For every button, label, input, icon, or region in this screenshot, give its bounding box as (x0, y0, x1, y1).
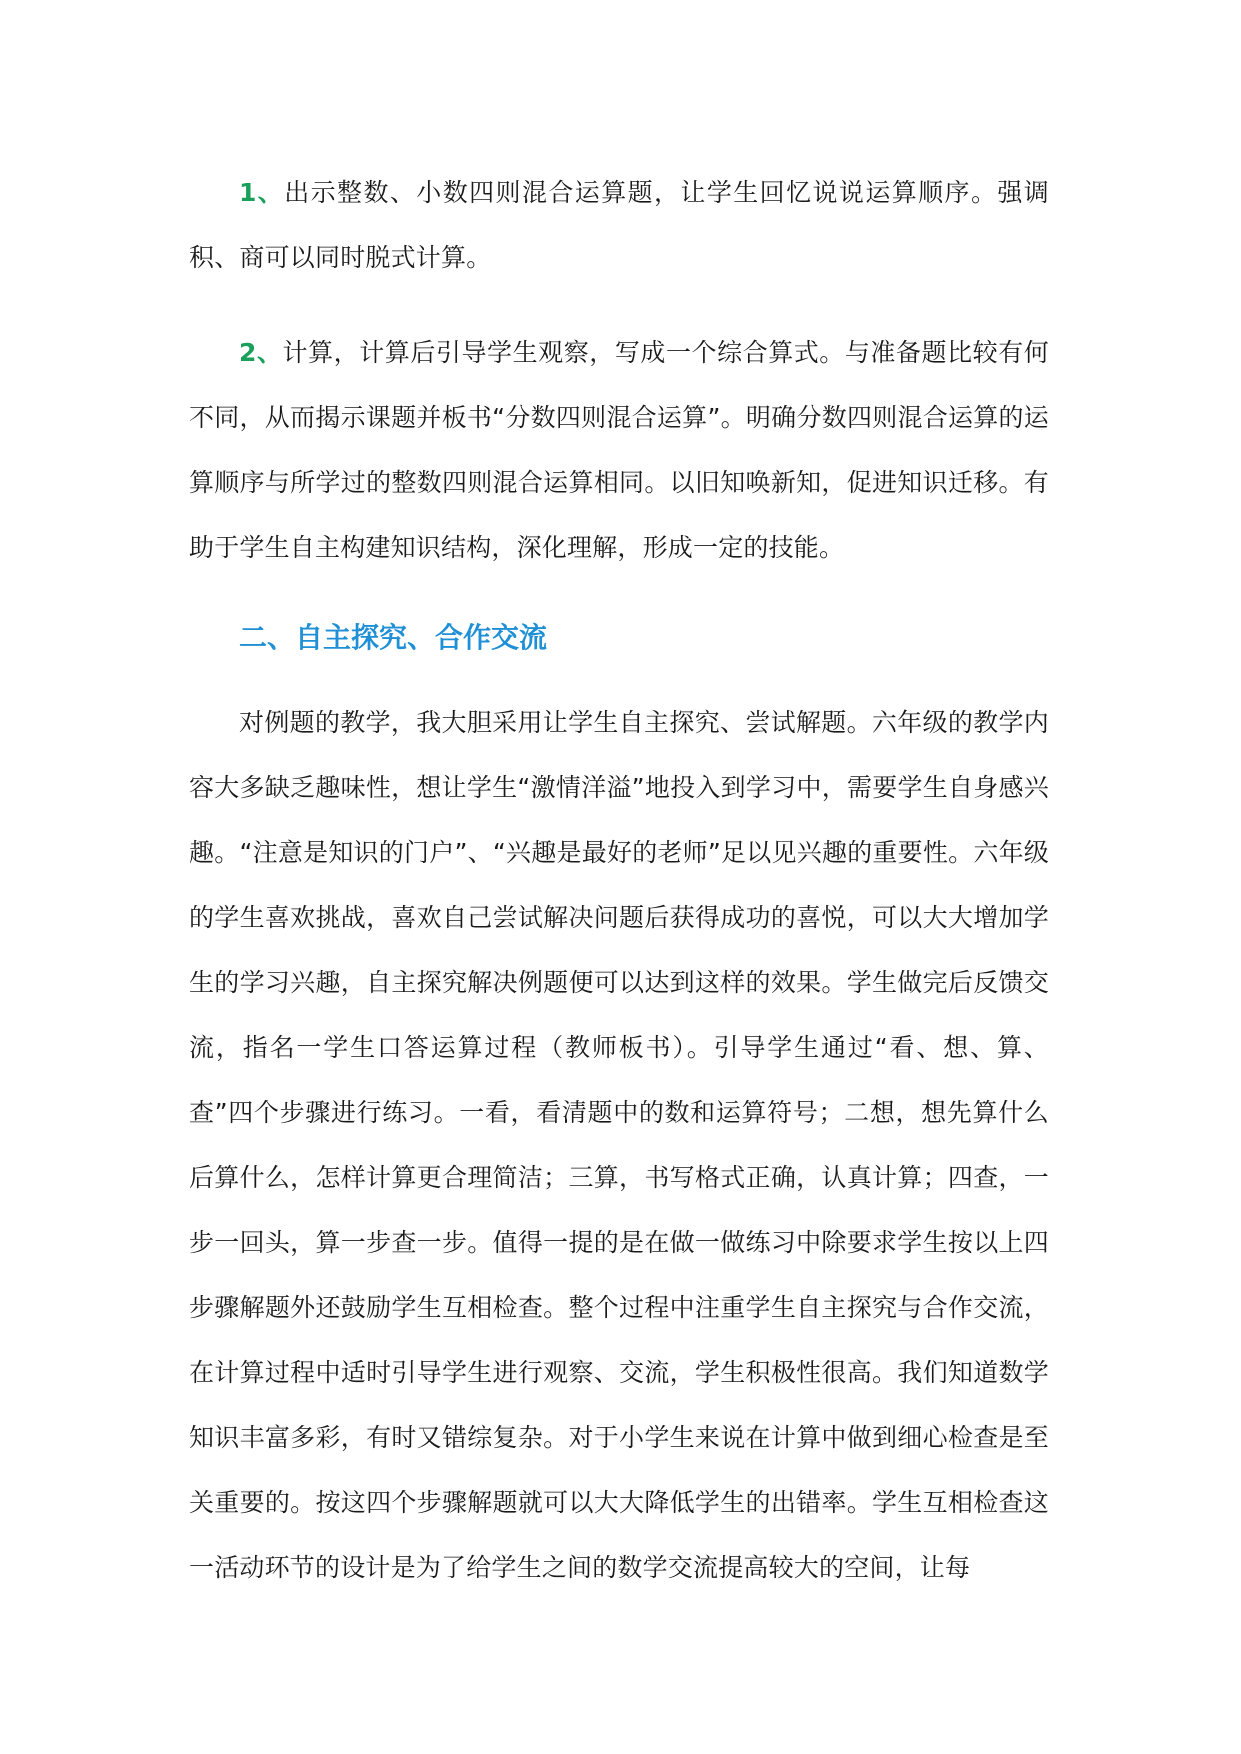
body-paragraph: 对例题的教学，我大胆采用让学生自主探究、尝试解题。六年级的教学内容大多缺乏趣味性，想让学生“激情洋溢”地投入到学习中，需要学生自身感兴趣。“注意是知识的门户”、“兴趣是最好的老师”足以见兴趣的重要性。六年级的学生喜欢挑战，喜欢自己尝试解决问题后获得成功的喜悦，可以大大增加学生的学习兴趣，自主探究解决例题便可以达到这样的效果。学生做完后反馈交流，指名一学生口答运算过程（教师板书）。引导学生通过“看、想、算、查”四个步骤进行练习。一看，看清题中的数和运算符号；二想，想先算什么后算什么，怎样计算更合理简洁；三算，书写格式正确，认真计算；四查，一步一回头，算一步查一步。值得一提的是在做一做练习中除要求学生按以上四步骤解题外还鼓励学生互相检查。整个过程中注重学生自主探究与合作交流，在计算过程中适时引导学生进行观察、交流，学生积极性很高。我们知道数学知识丰富多彩，有时又错综复杂。对于小学生来说在计算中做到细心检查是至关重要的。按这四个步骤解题就可以大大降低学生的出错率。学生互相检查这一活动环节的设计是为了给学生之间的数学交流提高较大的空间，让每 (189, 708, 1049, 1582)
section-heading: 二、自主探究、合作交流 (239, 621, 548, 654)
numbered-paragraph-2 (189, 320, 1049, 580)
item-text-2: 计算，计算后引导学生观察，写成一个综合算式。与准备题比较有何不同，从而揭示课题并板书“分数四则混合运算”。明确分数四则混合运算的运算顺序与所学过的整数四则混合运算相同。以旧知唤新知，促进知识迁移。有助于学生自主构建知识结构，深化理解，形成一定的技能。 (189, 338, 1049, 562)
item-number-2: 2、 (239, 338, 283, 367)
numbered-paragraph-1 (189, 160, 1049, 290)
item-number-1: 1、 (239, 178, 285, 207)
document-page (189, 160, 1049, 1600)
item-text-1: 出示整数、小数四则混合运算题，让学生回忆说说运算顺序。强调积、商可以同时脱式计算。 (189, 178, 1050, 272)
